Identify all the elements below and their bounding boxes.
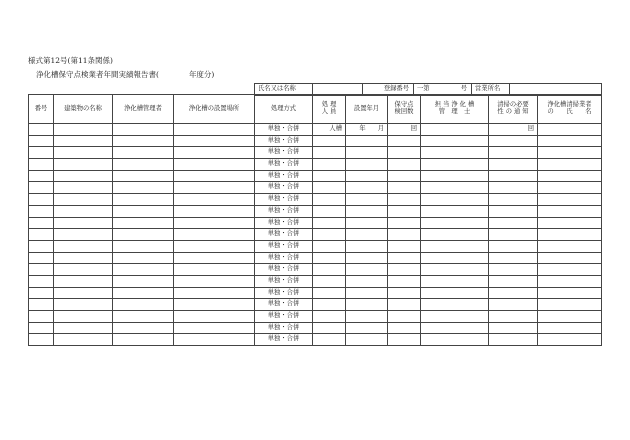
cell-inspection-count[interactable] xyxy=(388,275,421,287)
cell-capacity[interactable] xyxy=(313,322,346,334)
cell-capacity[interactable] xyxy=(313,287,346,299)
header-technician-line-2: 管 理 士 xyxy=(438,108,471,115)
report-title-suffix: 年度分) xyxy=(188,70,215,79)
cell-cleaning-notice[interactable] xyxy=(489,252,538,264)
cell-cleaning-contractor[interactable] xyxy=(538,311,602,323)
cell-cleaning-contractor[interactable] xyxy=(538,287,602,299)
cell-installation-date[interactable] xyxy=(346,252,388,264)
cell-capacity[interactable] xyxy=(313,182,346,194)
cell-treatment-method[interactable]: 単独・合併 xyxy=(255,240,313,252)
table-row xyxy=(29,135,602,147)
cell-capacity[interactable] xyxy=(313,229,346,241)
cell-installation-location[interactable] xyxy=(174,299,255,311)
table-row xyxy=(29,205,602,217)
cell-cleaning-notice[interactable] xyxy=(489,194,538,206)
cell-number[interactable] xyxy=(29,299,54,311)
header-contractor-line-2: の 氏 名 xyxy=(547,108,592,115)
cell-tank-manager[interactable] xyxy=(113,275,174,287)
table-row xyxy=(29,194,602,206)
cell-building-name[interactable] xyxy=(54,252,113,264)
cell-installation-location[interactable] xyxy=(174,252,255,264)
cell-tank-manager[interactable] xyxy=(113,252,174,264)
header-technician-line-1: 担 当 浄 化 槽 xyxy=(434,101,475,109)
cell-technician[interactable] xyxy=(421,170,489,182)
cell-number[interactable] xyxy=(29,194,54,206)
cell-cleaning-contractor[interactable] xyxy=(538,299,602,311)
cell-number[interactable] xyxy=(29,159,54,171)
cell-installation-date[interactable] xyxy=(346,182,388,194)
cell-technician[interactable] xyxy=(421,217,489,229)
cell-installation-date[interactable] xyxy=(346,334,388,346)
table-row xyxy=(29,287,602,299)
cell-building-name[interactable] xyxy=(54,299,113,311)
cell-tank-manager[interactable] xyxy=(113,264,174,276)
cell-building-name[interactable] xyxy=(54,147,113,159)
cell-cleaning-notice[interactable] xyxy=(489,287,538,299)
cell-cleaning-notice[interactable] xyxy=(489,135,538,147)
registration-number-label: 登録番号 xyxy=(363,84,414,96)
cell-cleaning-contractor[interactable] xyxy=(538,275,602,287)
cell-treatment-method[interactable]: 単独・合併 xyxy=(255,252,313,264)
cell-building-name[interactable] xyxy=(54,322,113,334)
cell-capacity[interactable] xyxy=(313,264,346,276)
cell-technician[interactable] xyxy=(421,159,489,171)
cell-number[interactable] xyxy=(29,170,54,182)
cell-tank-manager[interactable] xyxy=(113,322,174,334)
cell-building-name[interactable] xyxy=(54,182,113,194)
cell-cleaning-contractor[interactable] xyxy=(538,322,602,334)
cell-building-name[interactable] xyxy=(54,159,113,171)
cell-number[interactable] xyxy=(29,147,54,159)
cell-installation-date[interactable] xyxy=(346,135,388,147)
header-capacity-line-1: 処 理 xyxy=(321,101,337,109)
cell-number[interactable] xyxy=(29,205,54,217)
cell-cleaning-contractor[interactable] xyxy=(538,229,602,241)
cell-treatment-method[interactable]: 単独・合併 xyxy=(255,135,313,147)
cell-capacity[interactable] xyxy=(313,311,346,323)
cell-inspection-count[interactable] xyxy=(388,170,421,182)
cell-number[interactable] xyxy=(29,322,54,334)
header-capacity-line-2: 人 員 xyxy=(321,108,337,115)
cell-installation-location[interactable] xyxy=(174,194,255,206)
cell-technician[interactable] xyxy=(421,252,489,264)
cell-treatment-method[interactable]: 単独・合併 xyxy=(255,264,313,276)
cell-number[interactable] xyxy=(29,229,54,241)
header-building-name: 建築物の名称 xyxy=(54,95,113,124)
cell-building-name[interactable] xyxy=(54,264,113,276)
header-cleaning-contractor xyxy=(538,95,602,124)
cell-inspection-count[interactable] xyxy=(388,299,421,311)
cell-tank-manager[interactable] xyxy=(113,182,174,194)
cell-cleaning-contractor[interactable] xyxy=(538,264,602,276)
cell-number[interactable] xyxy=(29,252,54,264)
table-row xyxy=(29,217,602,229)
report-title-prefix: 浄化槽保守点検業者年間実績報告書( xyxy=(36,70,159,79)
cell-treatment-method[interactable]: 単独・合併 xyxy=(255,287,313,299)
cell-treatment-method[interactable]: 単独・合併 xyxy=(255,194,313,206)
cell-technician[interactable] xyxy=(421,124,489,136)
header-number: 番号 xyxy=(29,95,54,124)
cell-building-name[interactable] xyxy=(54,287,113,299)
cell-technician[interactable] xyxy=(421,240,489,252)
cell-cleaning-notice[interactable] xyxy=(489,217,538,229)
cell-building-name[interactable] xyxy=(54,311,113,323)
cell-cleaning-notice[interactable] xyxy=(489,229,538,241)
cell-cleaning-contractor[interactable] xyxy=(538,252,602,264)
cell-building-name[interactable] xyxy=(54,135,113,147)
header-treatment-capacity xyxy=(313,95,346,124)
cell-inspection-count[interactable] xyxy=(388,229,421,241)
cell-capacity[interactable] xyxy=(313,275,346,287)
cell-technician[interactable] xyxy=(421,182,489,194)
cell-installation-date[interactable] xyxy=(346,311,388,323)
cell-inspection-count[interactable] xyxy=(388,135,421,147)
cell-inspection-count[interactable] xyxy=(388,205,421,217)
cell-installation-location[interactable] xyxy=(174,124,255,136)
cell-technician[interactable] xyxy=(421,275,489,287)
cell-technician[interactable] xyxy=(421,135,489,147)
cell-cleaning-contractor[interactable] xyxy=(538,159,602,171)
cell-installation-location[interactable] xyxy=(174,147,255,159)
cell-installation-date[interactable] xyxy=(346,275,388,287)
cell-building-name[interactable] xyxy=(54,124,113,136)
table-row xyxy=(29,299,602,311)
cell-inspection-count[interactable] xyxy=(388,159,421,171)
cell-inspection-count[interactable] xyxy=(388,252,421,264)
cell-installation-location[interactable] xyxy=(174,159,255,171)
cell-treatment-method[interactable]: 単独・合併 xyxy=(255,170,313,182)
cell-installation-date[interactable] xyxy=(346,147,388,159)
cell-technician[interactable] xyxy=(421,205,489,217)
cell-capacity[interactable] xyxy=(313,252,346,264)
table-row xyxy=(29,334,602,346)
cell-cleaning-notice[interactable] xyxy=(489,170,538,182)
cell-building-name[interactable] xyxy=(54,217,113,229)
cell-inspection-count[interactable]: 回 xyxy=(388,124,421,136)
cell-capacity[interactable] xyxy=(313,170,346,182)
cell-number[interactable] xyxy=(29,217,54,229)
cell-building-name[interactable] xyxy=(54,194,113,206)
cell-installation-location[interactable] xyxy=(174,182,255,194)
cell-tank-manager[interactable] xyxy=(113,159,174,171)
cell-treatment-method[interactable]: 単独・合併 xyxy=(255,217,313,229)
cell-treatment-method[interactable]: 単独・合併 xyxy=(255,275,313,287)
cell-cleaning-notice[interactable] xyxy=(489,147,538,159)
cell-treatment-method[interactable]: 単独・合併 xyxy=(255,299,313,311)
cell-inspection-count[interactable] xyxy=(388,287,421,299)
cell-capacity[interactable] xyxy=(313,240,346,252)
cell-installation-date[interactable] xyxy=(346,205,388,217)
cell-tank-manager[interactable] xyxy=(113,299,174,311)
inspection-record-table xyxy=(28,94,602,346)
cell-cleaning-contractor[interactable] xyxy=(538,135,602,147)
cell-tank-manager[interactable] xyxy=(113,194,174,206)
cell-installation-date[interactable] xyxy=(346,240,388,252)
cell-cleaning-contractor[interactable] xyxy=(538,170,602,182)
cell-inspection-count[interactable] xyxy=(388,194,421,206)
table-row xyxy=(29,170,602,182)
report-title xyxy=(36,71,214,79)
cell-installation-location[interactable] xyxy=(174,217,255,229)
cell-inspection-count[interactable] xyxy=(388,264,421,276)
table-row xyxy=(29,311,602,323)
cell-treatment-method[interactable]: 単独・合併 xyxy=(255,322,313,334)
header-tank-manager: 浄化槽管理者 xyxy=(113,95,174,124)
header-notice-line-1: 清掃の必要 xyxy=(497,101,529,109)
cell-cleaning-contractor[interactable] xyxy=(538,147,602,159)
cell-cleaning-notice[interactable] xyxy=(489,264,538,276)
cell-installation-location[interactable] xyxy=(174,275,255,287)
cell-number[interactable] xyxy=(29,124,54,136)
header-count-line-2: 検回数 xyxy=(394,108,414,115)
cell-inspection-count[interactable] xyxy=(388,334,421,346)
cell-tank-manager[interactable] xyxy=(113,124,174,136)
cell-tank-manager[interactable] xyxy=(113,205,174,217)
month-unit: 月 xyxy=(377,125,384,133)
header-technician xyxy=(421,95,489,124)
cell-tank-manager[interactable] xyxy=(113,229,174,241)
cell-inspection-count[interactable] xyxy=(388,217,421,229)
cell-cleaning-notice[interactable] xyxy=(489,159,538,171)
cell-installation-date[interactable] xyxy=(346,322,388,334)
cell-building-name[interactable] xyxy=(54,229,113,241)
cell-building-name[interactable] xyxy=(54,275,113,287)
cell-number[interactable] xyxy=(29,275,54,287)
header-count-line-1: 保守点 xyxy=(394,101,414,109)
cell-number[interactable] xyxy=(29,264,54,276)
name-label: 氏名又は名称 xyxy=(255,84,313,96)
cell-technician[interactable] xyxy=(421,311,489,323)
cell-installation-location[interactable] xyxy=(174,240,255,252)
cell-number[interactable] xyxy=(29,240,54,252)
cell-installation-location[interactable] xyxy=(174,311,255,323)
cell-installation-location[interactable] xyxy=(174,205,255,217)
cell-technician[interactable] xyxy=(421,299,489,311)
cell-technician[interactable] xyxy=(421,194,489,206)
cell-cleaning-notice[interactable] xyxy=(489,334,538,346)
cell-tank-manager[interactable] xyxy=(113,147,174,159)
cell-capacity[interactable] xyxy=(313,217,346,229)
cell-inspection-count[interactable] xyxy=(388,182,421,194)
cell-installation-date[interactable] xyxy=(346,287,388,299)
cell-cleaning-notice[interactable]: 回 xyxy=(489,124,538,136)
cell-installation-location[interactable] xyxy=(174,287,255,299)
cell-tank-manager[interactable] xyxy=(113,170,174,182)
table-row xyxy=(29,182,602,194)
cell-treatment-method[interactable]: 単独・合併 xyxy=(255,205,313,217)
cell-building-name[interactable] xyxy=(54,205,113,217)
table-row xyxy=(29,159,602,171)
cell-cleaning-notice[interactable] xyxy=(489,182,538,194)
cell-installation-date[interactable] xyxy=(346,299,388,311)
cell-number[interactable] xyxy=(29,311,54,323)
cell-technician[interactable] xyxy=(421,322,489,334)
cell-number[interactable] xyxy=(29,334,54,346)
cell-capacity[interactable] xyxy=(313,194,346,206)
cell-building-name[interactable] xyxy=(54,334,113,346)
registration-prefix: 一第 xyxy=(417,85,430,93)
cell-technician[interactable] xyxy=(421,287,489,299)
cell-treatment-method[interactable]: 単独・合併 xyxy=(255,229,313,241)
cell-cleaning-notice[interactable] xyxy=(489,240,538,252)
cell-building-name[interactable] xyxy=(54,170,113,182)
table-row xyxy=(29,240,602,252)
cell-cleaning-contractor[interactable] xyxy=(538,194,602,206)
cell-tank-manager[interactable] xyxy=(113,287,174,299)
cell-capacity[interactable] xyxy=(313,299,346,311)
cell-cleaning-notice[interactable] xyxy=(489,205,538,217)
cell-cleaning-notice[interactable] xyxy=(489,299,538,311)
cell-cleaning-contractor[interactable] xyxy=(538,240,602,252)
cell-cleaning-contractor[interactable] xyxy=(538,182,602,194)
year-unit: 年 xyxy=(359,125,366,133)
header-contractor-line-1: 浄化槽清掃業者 xyxy=(547,101,592,109)
cell-installation-location[interactable] xyxy=(174,135,255,147)
cell-treatment-method[interactable]: 単独・合併 xyxy=(255,124,313,136)
cell-installation-date[interactable] xyxy=(346,194,388,206)
cell-installation-location[interactable] xyxy=(174,170,255,182)
cell-cleaning-contractor[interactable] xyxy=(538,334,602,346)
cell-tank-manager[interactable] xyxy=(113,217,174,229)
cell-inspection-count[interactable] xyxy=(388,311,421,323)
cell-tank-manager[interactable] xyxy=(113,240,174,252)
table-row xyxy=(29,264,602,276)
office-name-label: 営業所名 xyxy=(472,84,510,96)
cell-technician[interactable] xyxy=(421,147,489,159)
cell-number[interactable] xyxy=(29,182,54,194)
cell-installation-location[interactable] xyxy=(174,229,255,241)
cell-number[interactable] xyxy=(29,287,54,299)
table-row xyxy=(29,322,602,334)
cell-treatment-method[interactable]: 単独・合併 xyxy=(255,159,313,171)
cell-installation-date[interactable] xyxy=(346,170,388,182)
cell-cleaning-contractor[interactable] xyxy=(538,124,602,136)
header-notice-line-2: 性 の 通 知 xyxy=(497,108,529,115)
header-installation-location: 浄化槽の設置場所 xyxy=(174,95,255,124)
cell-cleaning-contractor[interactable] xyxy=(538,205,602,217)
cell-capacity[interactable]: 人槽 xyxy=(313,124,346,136)
cell-capacity[interactable] xyxy=(313,147,346,159)
cell-installation-location[interactable] xyxy=(174,322,255,334)
cell-building-name[interactable] xyxy=(54,240,113,252)
table-row xyxy=(29,252,602,264)
cell-installation-date[interactable] xyxy=(346,229,388,241)
cell-technician[interactable] xyxy=(421,229,489,241)
cell-cleaning-notice[interactable] xyxy=(489,275,538,287)
registration-suffix: 号 xyxy=(460,85,467,93)
header-cleaning-notice xyxy=(489,95,538,124)
table-row xyxy=(29,124,602,136)
header-inspection-count xyxy=(388,95,421,124)
cell-cleaning-contractor[interactable] xyxy=(538,217,602,229)
cell-capacity[interactable] xyxy=(313,334,346,346)
cell-inspection-count[interactable] xyxy=(388,322,421,334)
cell-cleaning-notice[interactable] xyxy=(489,311,538,323)
table-row xyxy=(29,147,602,159)
cell-treatment-method[interactable]: 単独・合併 xyxy=(255,147,313,159)
header-treatment-method: 処理方式 xyxy=(255,95,313,124)
cell-technician[interactable] xyxy=(421,264,489,276)
cell-treatment-method[interactable]: 単独・合併 xyxy=(255,311,313,323)
form-number-caption: 様式第12号(第11条関係) xyxy=(28,56,113,65)
cell-installation-date[interactable] xyxy=(346,264,388,276)
table-row xyxy=(29,229,602,241)
cell-capacity[interactable] xyxy=(313,135,346,147)
cell-tank-manager[interactable] xyxy=(113,334,174,346)
cell-capacity[interactable] xyxy=(313,205,346,217)
cell-technician[interactable] xyxy=(421,334,489,346)
table-row xyxy=(29,275,602,287)
header-installation-date: 設置年月 xyxy=(346,95,388,124)
cell-installation-location[interactable] xyxy=(174,334,255,346)
cell-installation-date[interactable] xyxy=(346,159,388,171)
cell-installation-date[interactable] xyxy=(346,124,388,136)
cell-tank-manager[interactable] xyxy=(113,135,174,147)
cell-inspection-count[interactable] xyxy=(388,240,421,252)
cell-tank-manager[interactable] xyxy=(113,311,174,323)
cell-cleaning-notice[interactable] xyxy=(489,322,538,334)
cell-treatment-method[interactable]: 単独・合併 xyxy=(255,182,313,194)
cell-installation-date[interactable] xyxy=(346,217,388,229)
cell-inspection-count[interactable] xyxy=(388,147,421,159)
cell-number[interactable] xyxy=(29,135,54,147)
cell-capacity[interactable] xyxy=(313,159,346,171)
cell-installation-location[interactable] xyxy=(174,264,255,276)
cell-treatment-method[interactable]: 単独・合併 xyxy=(255,334,313,346)
